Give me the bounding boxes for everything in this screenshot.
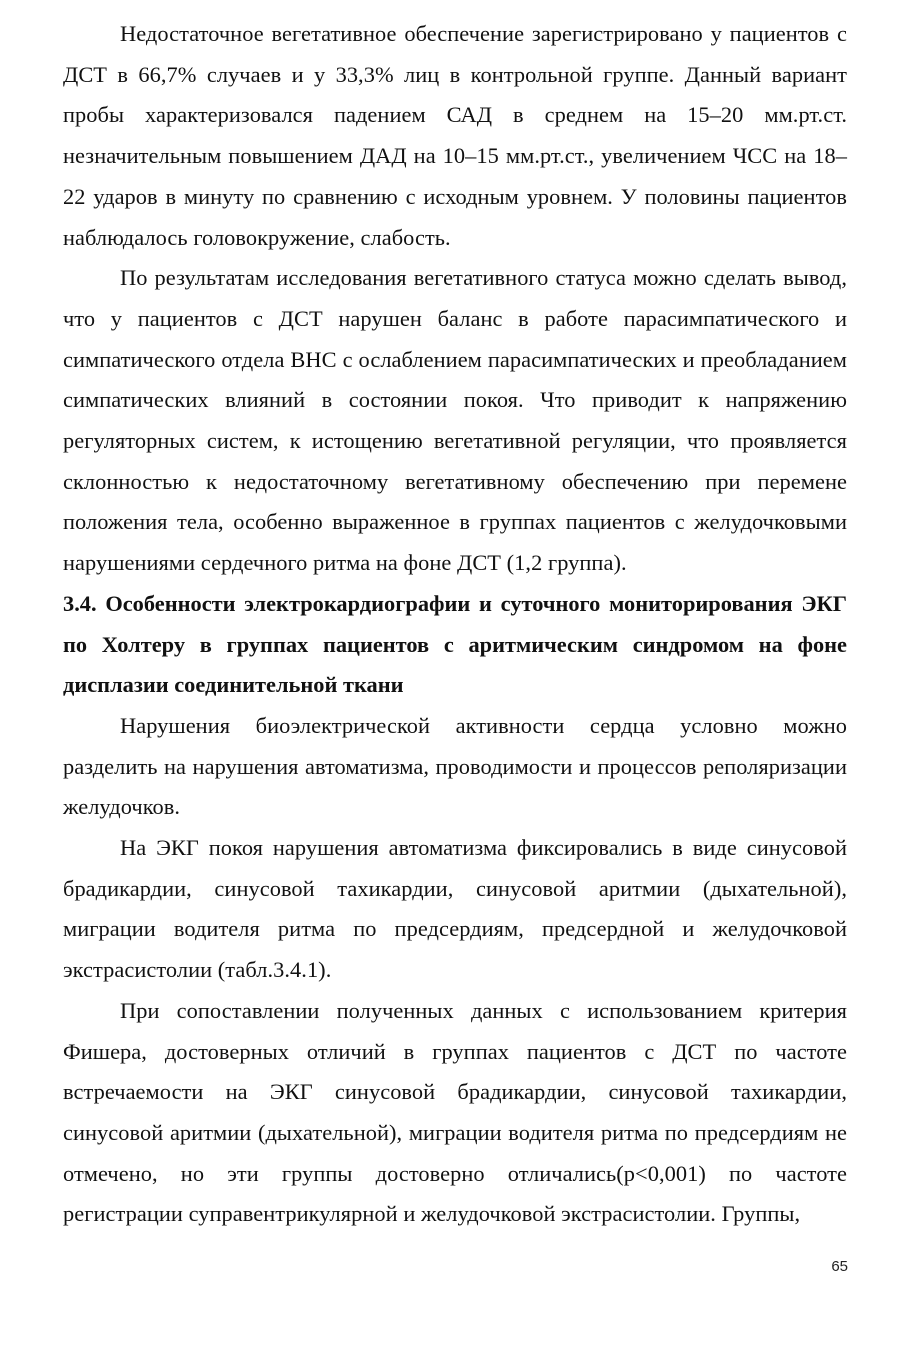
paragraph-bioelectric-disorders: Нарушения биоэлектрической активности сердца условно можно разделить на нарушения автоматизма, проводимости и процессов реполяризации желудочков.	[63, 712, 847, 820]
paragraph-vegetative-conclusion: По результатам исследования вегетативного статуса можно сделать вывод, что у пациентов с ДСТ нарушен баланс в работе парасимпатического и симпатического отдела ВНС с ослаблением парасимпатических и преобладанием симпатических влияний в состоянии покоя. Что приводит к напряжению регуляторных систем, к истощению вегетативной регуляции, что проявляется склонностью к недостаточному вегетативному обеспечению при перемене положения тела, особенно выраженное в группах пациентов с желудочковыми нарушениями сердечного ритма на фоне ДСТ (1,2 группа).	[63, 265, 847, 576]
document-page	[63, 14, 847, 1235]
section-heading: 3.4. Особенности электрокардиографии и суточного мониторирования ЭКГ по Холтеру в группах пациентов с аритмическим синдромом на фоне дисплазии соединительной ткани	[63, 590, 847, 698]
paragraph-vegetative-support: Недостаточное вегетативное обеспечение зарегистрировано у пациентов с ДСТ в 66,7% случаев и у 33,3% лиц в контрольной группе. Данный вариант пробы характеризовался падением САД в среднем на 15–20 мм.рт.ст. незначительным повышением ДАД на 10–15 мм.рт.ст., увеличением ЧСС на 18–22 ударов в минуту по сравнению с исходным уровнем. У половины пациентов наблюдалось головокружение, слабость.	[63, 21, 847, 250]
paragraph-ecg-automatism: На ЭКГ покоя нарушения автоматизма фиксировались в виде синусовой брадикардии, синусовой тахикардии, синусовой аритмии (дыхательной), миграции водителя ритма по предсердиям, предсердной и желудочковой экстрасистолии (табл.3.4.1).	[63, 835, 847, 983]
paragraph-fisher-comparison: При сопоставлении полученных данных с использованием критерия Фишера, достоверных отличий в группах пациентов с ДСТ по частоте встречаемости на ЭКГ синусовой брадикардии, синусовой тахикардии, синусовой аритмии (дыхательной), миграции водителя ритма по предсердиям не отмечено, но эти группы достоверно отличались(p<0,001) по частоте регистрации суправентрикулярной и желудочковой экстрасистолии. Группы,	[63, 997, 847, 1227]
page-number: 65	[831, 1258, 848, 1275]
